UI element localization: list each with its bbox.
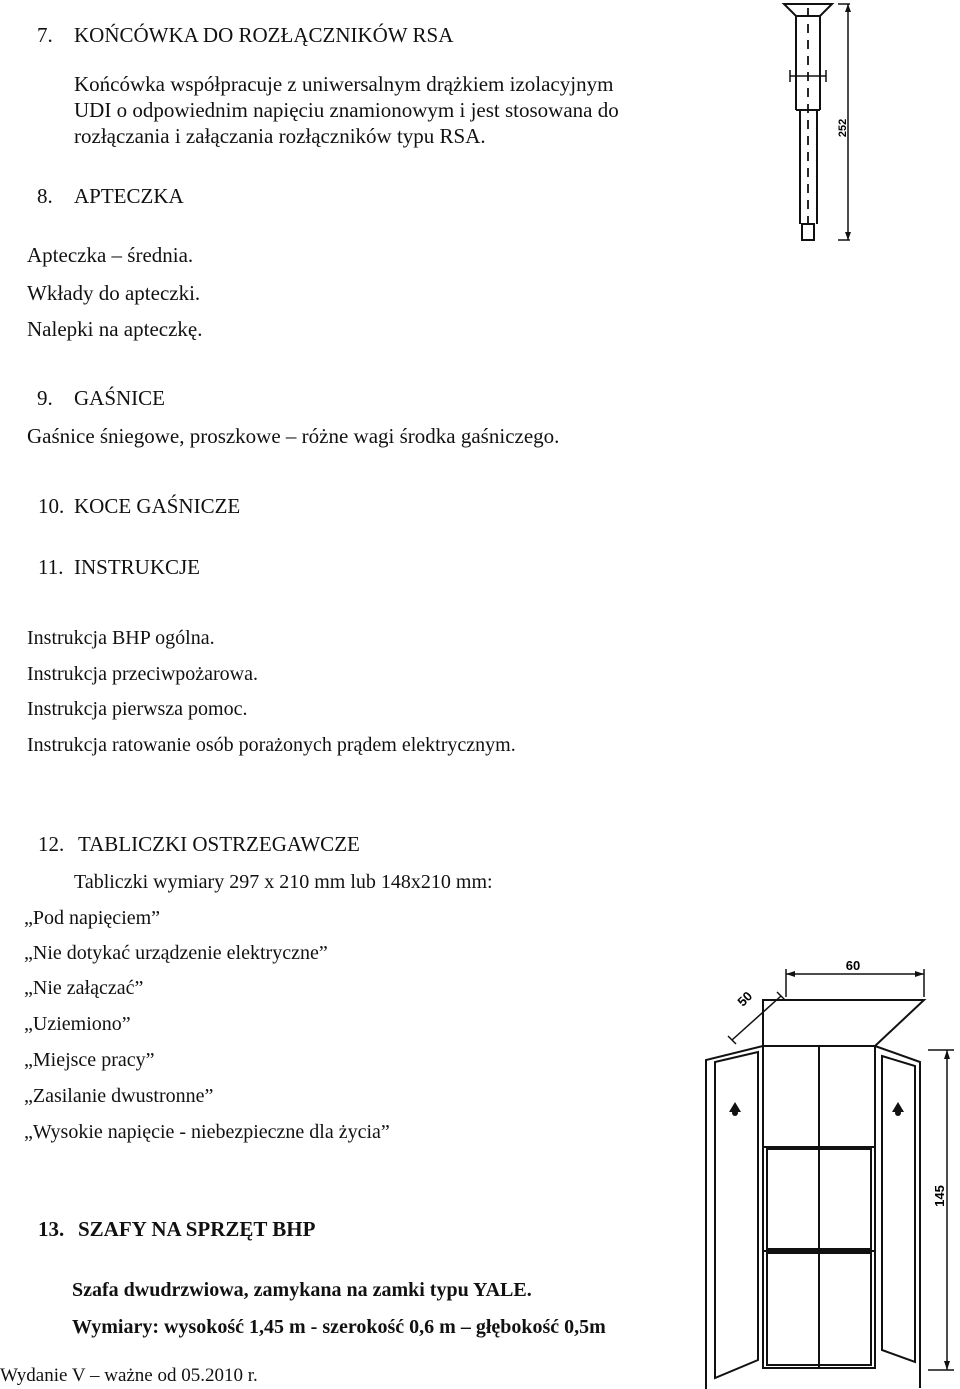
- section-11-item-1: Instrukcja BHP ogólna.: [27, 627, 215, 649]
- section-9-text: Gaśnice śniegowe, proszkowe – różne wagi środka gaśniczego.: [27, 424, 560, 448]
- section-13-line-1: Szafa dwudrzwiowa, zamykana na zamki typu YALE.: [72, 1279, 532, 1301]
- section-8-item-2: Wkłady do apteczki.: [27, 281, 201, 305]
- warning-sign-2: „Nie dotykać urządzenie elektryczne”: [24, 942, 328, 964]
- section-13-number: 13.: [38, 1217, 65, 1241]
- section-11-item-4: Instrukcja ratowanie osób porażonych prądem elektrycznym.: [27, 734, 516, 756]
- rod-dimension-label: 252: [837, 118, 849, 138]
- warning-sign-6: „Zasilanie dwustronne”: [24, 1085, 214, 1107]
- section-13-line-2: Wymiary: wysokość 1,45 m - szerokość 0,6 m – głębokość 0,5m: [72, 1316, 606, 1338]
- warning-sign-5: „Miejsce pracy”: [24, 1049, 155, 1071]
- section-7-number: 7.: [37, 23, 53, 47]
- section-11-item-2: Instrukcja przeciwpożarowa.: [27, 663, 258, 685]
- section-11-item-3: Instrukcja pierwsza pomoc.: [27, 698, 248, 720]
- section-8-item-3: Nalepki na apteczkę.: [27, 317, 203, 341]
- door-lock-icons: [729, 1102, 904, 1116]
- warning-sign-4: „Uziemiono”: [24, 1013, 131, 1035]
- section-7-title: KOŃCÓWKA DO ROZŁĄCZNIKÓW RSA: [74, 23, 454, 47]
- section-7-line-1: Końcówka współpracuje z uniwersalnym drążkiem izolacyjnym: [74, 72, 614, 96]
- section-10-number: 10.: [38, 494, 65, 518]
- section-8-title: APTECZKA: [74, 184, 184, 208]
- section-11-title: INSTRUKCJE: [74, 555, 201, 579]
- warning-sign-7: „Wysokie napięcie - niebezpieczne dla życia”: [24, 1121, 390, 1143]
- section-12-intro: Tabliczki wymiary 297 x 210 mm lub 148x210 mm:: [74, 871, 493, 893]
- section-10-title: KOCE GAŚNICZE: [74, 494, 241, 518]
- section-8-item-1: Apteczka – średnia.: [27, 243, 194, 267]
- section-12-title: TABLICZKI OSTRZEGAWCZE: [78, 832, 360, 856]
- warning-sign-1: „Pod napięciem”: [24, 907, 161, 929]
- section-9-number: 9.: [37, 386, 53, 410]
- section-7-line-3: rozłączania i załączania rozłączników typu RSA.: [74, 124, 486, 148]
- footer-edition: Wydanie V – ważne od 05.2010 r.: [0, 1365, 258, 1386]
- cabinet-height-label: 145: [932, 1185, 947, 1207]
- section-11-number: 11.: [38, 555, 64, 579]
- warning-sign-3: „Nie załączać”: [24, 977, 144, 999]
- section-9-title: GAŚNICE: [74, 386, 166, 410]
- section-12-number: 12.: [38, 832, 65, 856]
- cabinet-width-label: 60: [845, 958, 861, 973]
- section-13-title: SZAFY NA SPRZĘT BHP: [78, 1217, 316, 1241]
- section-8-number: 8.: [37, 184, 53, 208]
- cabinet-depth-label: 50: [734, 988, 756, 1010]
- section-7-line-2: UDI o odpowiednim napięciu znamionowym i jest stosowana do: [74, 98, 619, 122]
